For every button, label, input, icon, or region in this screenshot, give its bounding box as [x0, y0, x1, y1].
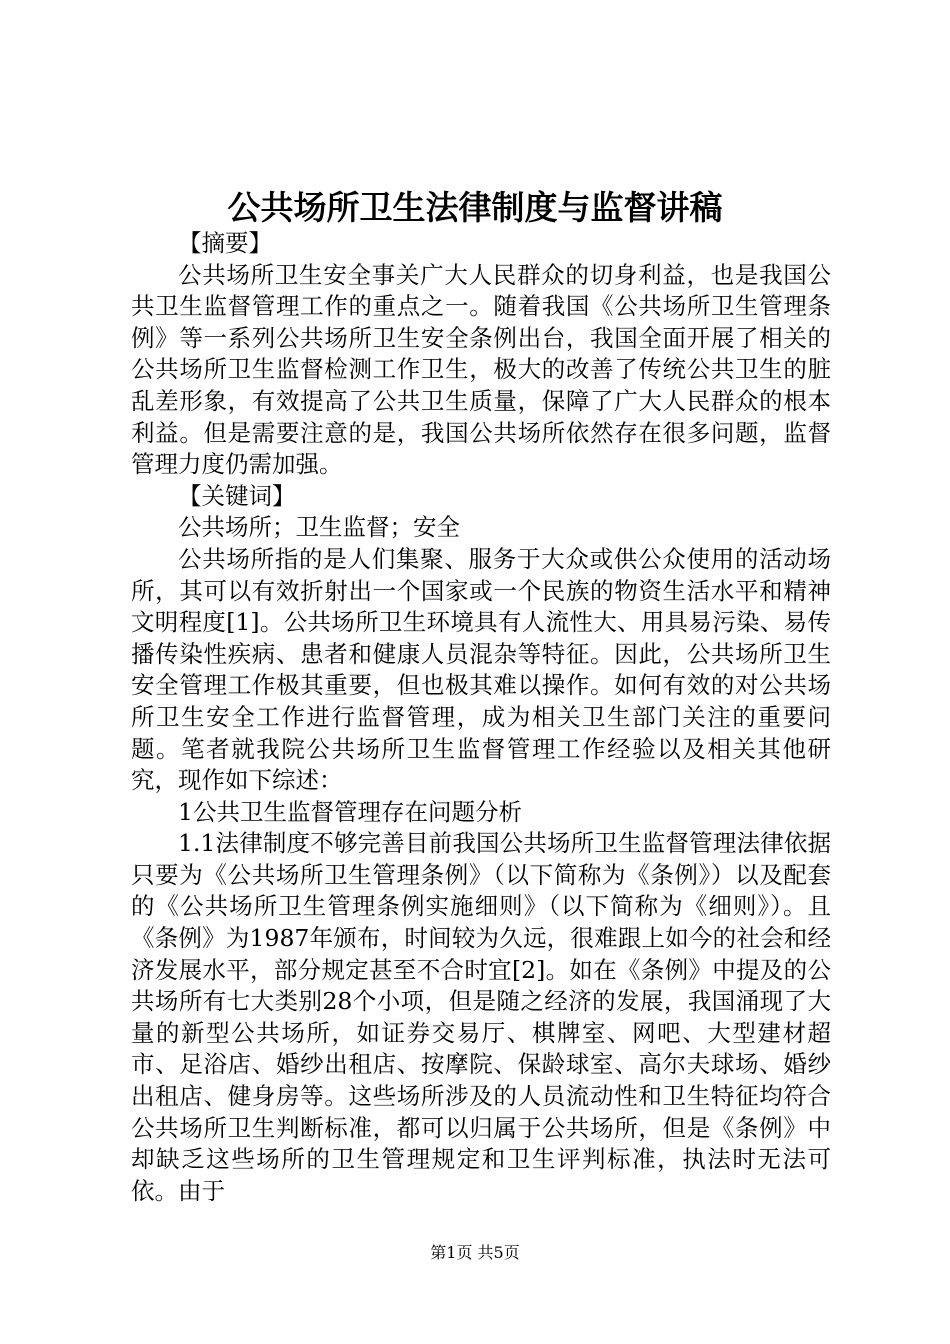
document-body — [131, 228, 831, 1207]
abstract-paragraph: 公共场所卫生安全事关广大人民群众的切身利益，也是我国公共卫生监督管理工作的重点之一。随着我国《公共场所卫生管理条例》等一系列公共场所卫生安全条例出台，我国全面开展了相关的公共场所卫生监督检测工作卫生，极大的改善了传统公共卫生的脏乱差形象，有效提高了公共卫生质量，保障了广大人民群众的根本利益。但是需要注意的是，我国公共场所依然存在很多问题，监督管理力度仍需加强。 — [131, 260, 831, 479]
abstract-heading: 【摘要】 — [178, 229, 272, 257]
keywords-paragraph: 公共场所；卫生监督；安全 — [178, 513, 460, 542]
section-paragraph: 1.1法律制度不够完善目前我国公共场所卫生监督管理法律依据只要为《公共场所卫生管理条例》（以下简称为《条例》）以及配套的《公共场所卫生管理条例实施细则》（以下简称为《细则》）。且《条例》为1987年颁布，时间较为久远，很难跟上如今的社会和经济发展水平，部分规定甚至不合时宜[2]。如在《条例》中提及的公共场所有七大类别28个小项，但是随之经济的发展，我国涌现了大量的新型公共场所，如证券交易厅、棋牌室、网吧、大型建材超市、足浴店、婚纱出租店、按摩院、保龄球室、高尔夫球场、婚纱出租店、健身房等。这些场所涉及的人员流动性和卫生特征均符合公共场所卫生判断标准，都可以归属于公共场所，但是《条例》中却缺乏这些场所的卫生管理规定和卫生评判标准，执法时无法可依。由于 — [131, 829, 831, 1205]
document-title: 公共场所卫生法律制度与监督讲稿 — [227, 188, 723, 227]
keywords-heading: 【关键词】 — [178, 481, 296, 510]
page-footer: 第1页 共5页 — [430, 1243, 520, 1262]
intro-paragraph: 公共场所指的是人们集聚、服务于大众或供公众使用的活动场所，其可以有效折射出一个国家或一个民族的物资生活水平和精神文明程度[1]。公共场所卫生环境具有人流性大、用具易污染、易传播传染性疾病、患者和健康人员混杂等特征。因此，公共场所卫生安全管理工作极其重要，但也极其难以操作。如何有效的对公共场所卫生安全工作进行监督管理，成为相关卫生部门关注的重要问题。笔者就我院公共场所卫生监督管理工作经验以及相关其他研究，现作如下综述： — [131, 544, 831, 795]
section-heading: 1公共卫生监督管理存在问题分析 — [178, 797, 522, 826]
